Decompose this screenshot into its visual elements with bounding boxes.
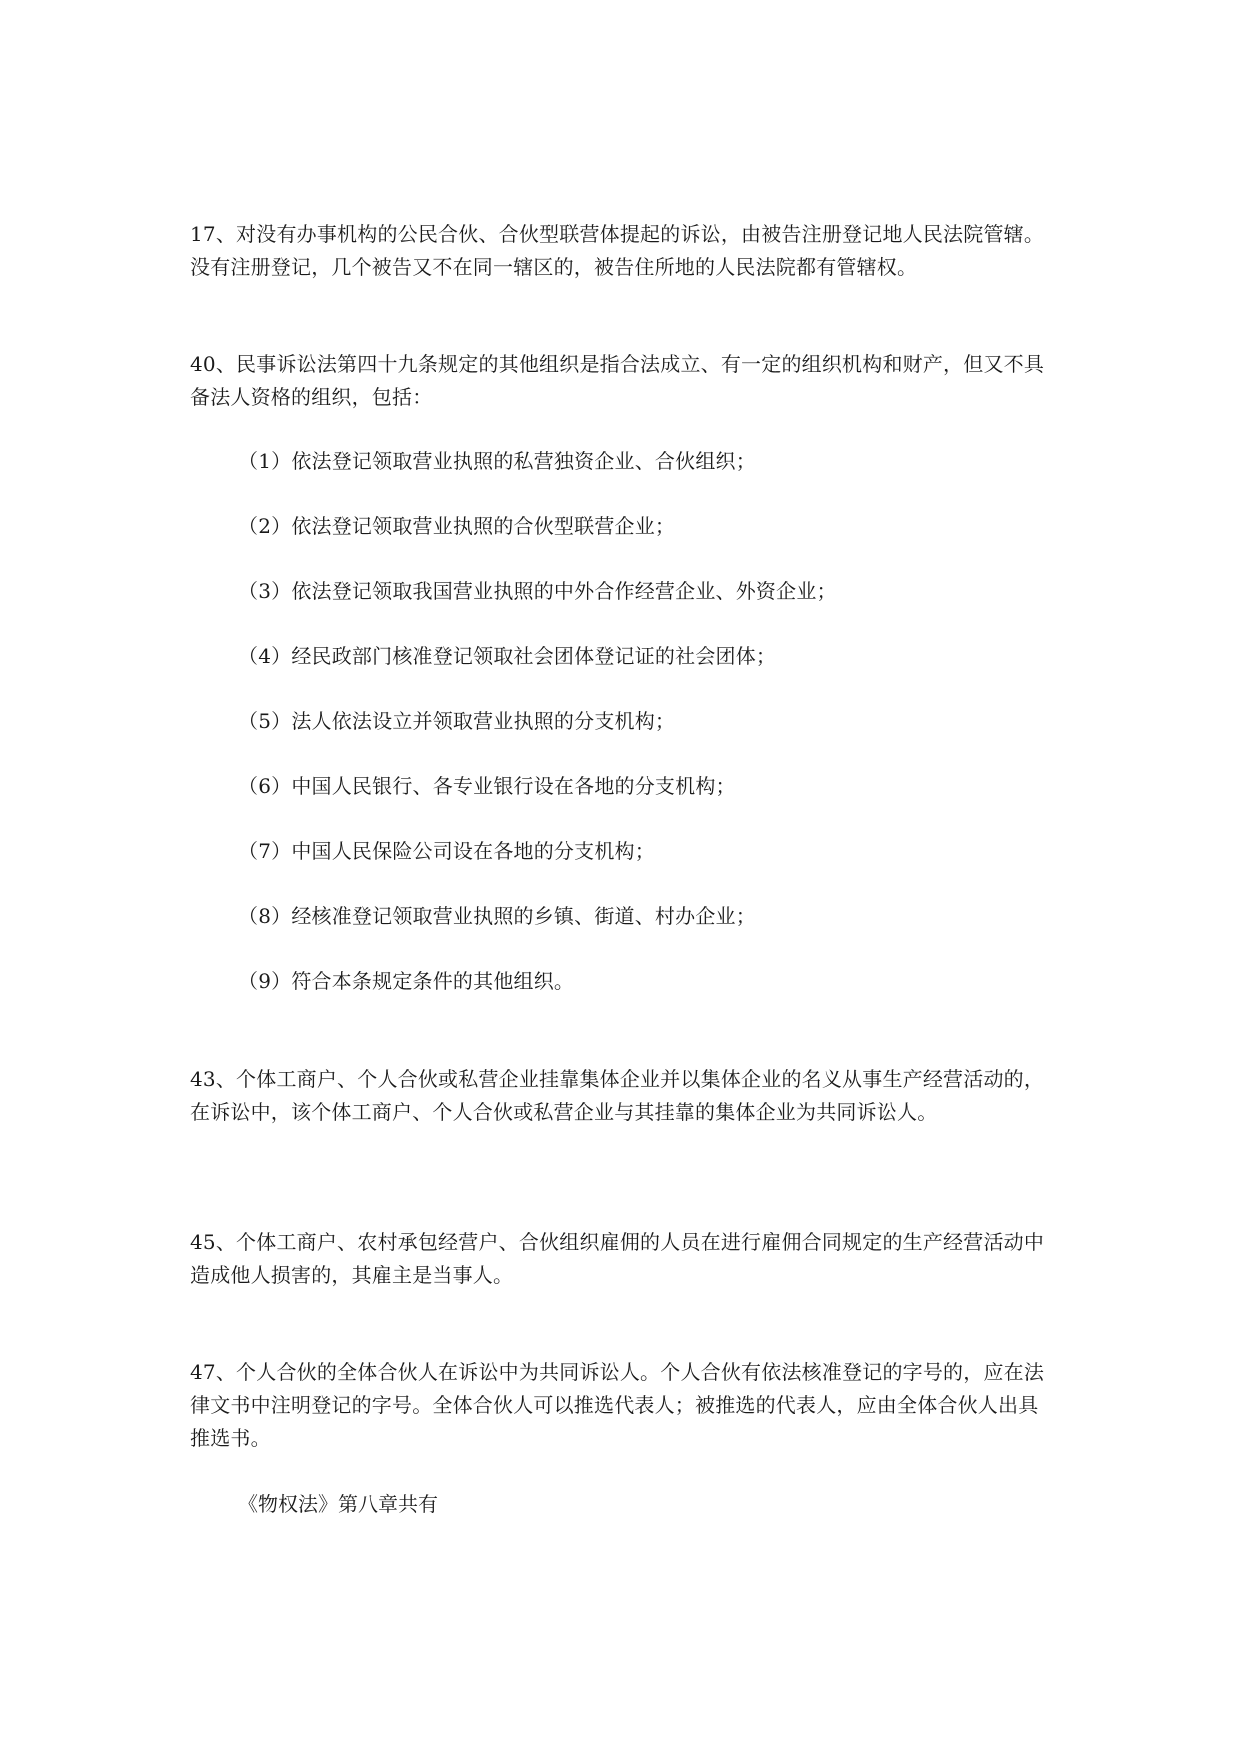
list-item: （2）依法登记领取营业执照的合伙型联营企业； <box>238 514 676 538</box>
list-item: （7）中国人民保险公司设在各地的分支机构； <box>238 839 655 863</box>
paragraph-17: 17、对没有办事机构的公民合伙、合伙型联营体提起的诉讼，由被告注册登记地人民法院管辖。没有注册登记，几个被告又不在同一辖区的，被告住所地的人民法院都有管辖权。 <box>190 222 1045 279</box>
list-item: （9）符合本条规定条件的其他组织。 <box>238 969 575 993</box>
paragraph-43: 43、个体工商户、个人合伙或私营企业挂靠集体企业并以集体企业的名义从事生产经营活动的，在诉讼中，该个体工商户、个人合伙或私营企业与其挂靠的集体企业为共同诉讼人。 <box>190 1067 1045 1124</box>
paragraph-47: 47、个人合伙的全体合伙人在诉讼中为共同诉讼人。个人合伙有依法核准登记的字号的，应在法律文书中注明登记的字号。全体合伙人可以推选代表人；被推选的代表人，应由全体合伙人出具推选书。 <box>190 1360 1045 1450</box>
list-item: （8）经核准登记领取营业执照的乡镇、街道、村办企业； <box>238 904 756 928</box>
section-heading-line: 《物权法》第八章共有 <box>238 1492 438 1516</box>
list-item: （3）依法登记领取我国营业执照的中外合作经营企业、外资企业； <box>238 579 837 603</box>
list-item: （1）依法登记领取营业执照的私营独资企业、合伙组织； <box>238 449 756 473</box>
paragraph-45: 45、个体工商户、农村承包经营户、合伙组织雇佣的人员在进行雇佣合同规定的生产经营活动中造成他人损害的，其雇主是当事人。 <box>190 1230 1045 1287</box>
list-item: （4）经民政部门核准登记领取社会团体登记证的社会团体； <box>238 644 777 668</box>
list-item: （6）中国人民银行、各专业银行设在各地的分支机构； <box>238 774 736 798</box>
list-item: （5）法人依法设立并领取营业执照的分支机构； <box>238 709 676 733</box>
paragraph-40: 40、民事诉讼法第四十九条规定的其他组织是指合法成立、有一定的组织机构和财产，但又不具备法人资格的组织，包括： <box>190 352 1045 409</box>
